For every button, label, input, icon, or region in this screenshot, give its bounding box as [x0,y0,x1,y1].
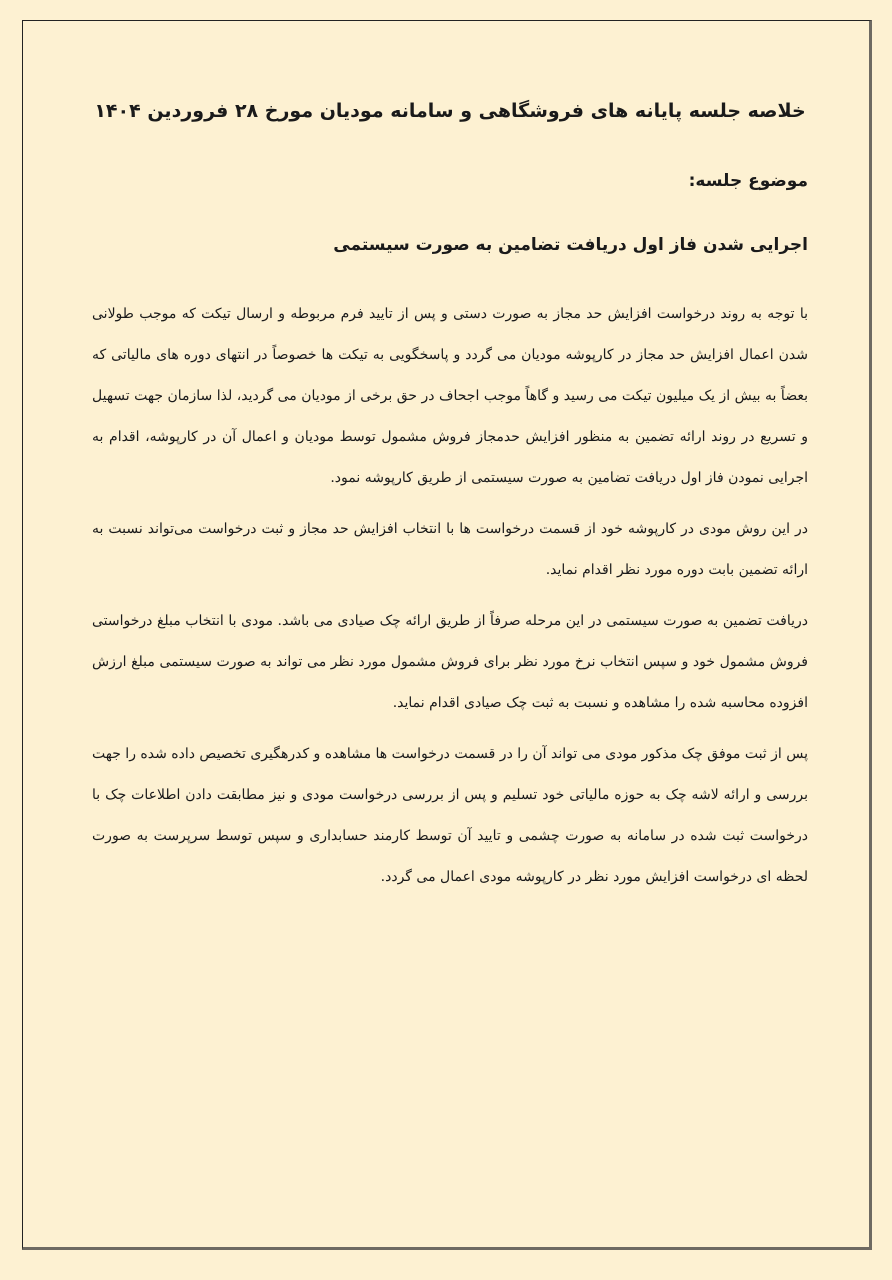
document-body [92,92,808,898]
paragraph-2: در این روش مودی در کارپوشه خود از قسمت درخواست ها با انتخاب افزایش حد مجاز و ثبت درخواست می‌تواند نسبت به ارائه تضمین بابت دوره مورد نظر اقدام نماید. [92,521,808,578]
subject-label: موضوع جلسه: [688,171,808,191]
paragraph-4: پس از ثبت موفق چک مذکور مودی می تواند آن را در قسمت درخواست ها مشاهده و کدرهگیری تخصیص داده شده را جهت بررسی و ارائه لاشه چک به حوزه مالیاتی خود تسلیم و پس از بررسی درخواست مودی و نیز مطابقت دادن اطلاعات چک با درخواست ثبت شده در سامانه به صورت چشمی و تایید آن توسط کارمند حسابداری و سپس توسط سرپرست به صورت لحظه ای درخواست افزایش مورد نظر در کارپوشه مودی اعمال می گردد. [92,746,808,885]
document-title: خلاصه جلسه پایانه های فروشگاهی و سامانه مودیان مورخ ۲۸ فروردین ۱۴۰۴ [94,100,806,122]
subject-title: اجرایی شدن فاز اول دریافت تضامین به صورت سیستمی [333,235,808,255]
paragraph-1: با توجه به روند درخواست افزایش حد مجاز به صورت دستی و پس از تایید فرم مربوطه و ارسال تیکت که موجب طولانی شدن اعمال افزایش حد مجاز در کارپوشه مودیان می گردد و پاسخگویی به تیکت ها خصوصاً در انتهای دوره های مالیاتی که بعضاً به بیش از یک میلیون تیکت می رسید و گاهاً موجب اجحاف در حق برخی از مودیان می گردید، لذا سازمان جهت تسهیل و تسریع در روند ارائه تضمین به منظور افزایش حدمجاز فروش مشمول توسط مودیان و اعمال آن در کارپوشه، اقدام به اجرایی نمودن فاز اول دریافت تضامین به صورت سیستمی از طریق کارپوشه نمود. [92,306,808,486]
paragraph-3: دریافت تضمین به صورت سیستمی در این مرحله صرفاً از طریق ارائه چک صیادی می باشد. مودی با انتخاب مبلغ درخواستی فروش مشمول خود و سپس انتخاب نرخ مورد نظر برای فروش مشمول مورد نظر می تواند به صورت سیستمی مبلغ ارزش افزوده محاسبه شده را مشاهده و نسبت به ثبت چک صیادی اقدام نماید. [92,613,808,711]
